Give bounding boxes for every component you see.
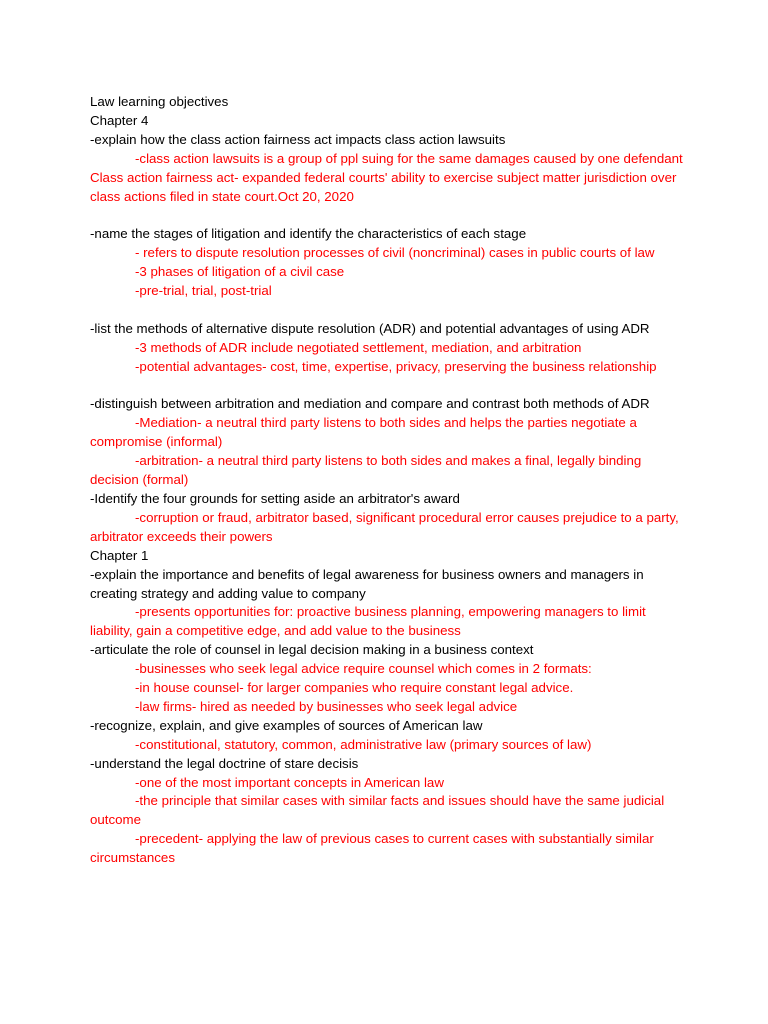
objective-line: -articulate the role of counsel in legal decision making in a business context (90, 642, 534, 658)
objective-line: -list the methods of alternative dispute resolution (ADR) and potential advantages of using ADR (90, 320, 650, 336)
objective-line: -distinguish between arbitration and mediation and compare and contrast both methods of ADR (90, 396, 650, 412)
answer-line: -3 phases of litigation of a civil case (135, 264, 345, 280)
answer-line: -Mediation- a neutral third party listens to both sides and helps the parties negotiate a compromise (informal) (90, 415, 637, 450)
answer-line: -one of the most important concepts in American law (135, 774, 444, 790)
objective-line: -Identify the four grounds for setting aside an arbitrator's award (90, 490, 460, 506)
objective-line: Chapter 1 (90, 547, 149, 563)
answer-line: - refers to dispute resolution processes of civil (noncriminal) cases in public courts of law (135, 245, 655, 261)
objective-line: -recognize, explain, and give examples of sources of American law (90, 717, 483, 733)
answer-line: -precedent- applying the law of previous cases to current cases with substantially similar circumstances (90, 831, 654, 866)
document-body (90, 93, 685, 868)
objective-line: -name the stages of litigation and identify the characteristics of each stage (90, 226, 527, 242)
answer-line: -the principle that similar cases with similar facts and issues should have the same judicial outcome (90, 793, 665, 828)
answer-line: -potential advantages- cost, time, expertise, privacy, preserving the business relationship (135, 358, 657, 374)
blank-line (90, 206, 685, 225)
objective-line: Chapter 4 (90, 112, 149, 128)
answer-line: -businesses who seek legal advice require counsel which comes in 2 formats: (135, 661, 592, 677)
blank-line (90, 301, 685, 320)
answer-line: -arbitration- a neutral third party listens to both sides and makes a final, legally binding decision (formal) (90, 453, 642, 488)
document-page (90, 93, 685, 868)
answer-line: Class action fairness act- expanded federal courts' ability to exercise subject matter jurisdiction over class actions filed in state court.Oct 20, 2020 (90, 169, 677, 204)
answer-line: -pre-trial, trial, post-trial (135, 283, 272, 299)
objective-line: -explain the importance and benefits of legal awareness for business owners and managers in creating strategy and adding value to company (90, 566, 644, 601)
objective-line: -explain how the class action fairness act impacts class action lawsuits (90, 131, 506, 147)
answer-line: -corruption or fraud, arbitrator based, significant procedural error causes prejudice to a party, arbitrator exceeds their powers (90, 509, 679, 544)
objective-line: -understand the legal doctrine of stare decisis (90, 755, 359, 771)
answer-line: -presents opportunities for: proactive business planning, empowering managers to limit liability, gain a competitive edge, and add value to the business (90, 604, 646, 639)
answer-line: -in house counsel- for larger companies who require constant legal advice. (135, 680, 574, 696)
answer-line: -3 methods of ADR include negotiated settlement, mediation, and arbitration (135, 339, 582, 355)
blank-line (90, 377, 685, 396)
answer-line: -class action lawsuits is a group of ppl suing for the same damages caused by one defendant (135, 150, 683, 166)
answer-line: -law firms- hired as needed by businesses who seek legal advice (135, 698, 518, 714)
answer-line: -constitutional, statutory, common, administrative law (primary sources of law) (135, 736, 592, 752)
objective-line: Law learning objectives (90, 94, 229, 109)
